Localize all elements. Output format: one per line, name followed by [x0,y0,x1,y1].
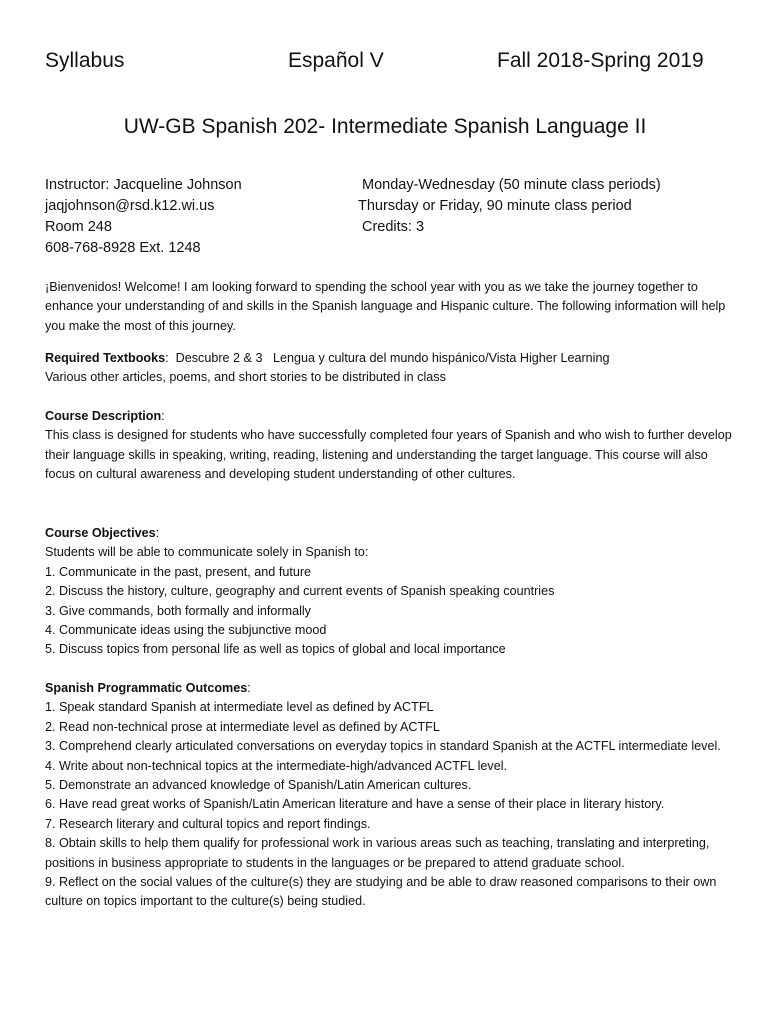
outcome-item: 3. Comprehend clearly articulated conversations on everyday topics in standard Spanish at the ACTFL intermediate level. [45,739,721,754]
schedule-line-1: Monday-Wednesday (50 minute class periods) [362,177,661,193]
outcome-item: 8. Obtain skills to help them qualify for professional work in various areas such as teaching, translating and interpreting, positions in business appropriate to students in the languages or be prepared to attend graduate school. [45,836,710,870]
course-objectives-heading: Course Objectives [45,526,156,540]
instructor-email: jaqjohnson@rsd.k12.wi.us [45,198,215,214]
textbooks-section [45,349,735,388]
outcome-item: 5. Demonstrate an advanced knowledge of Spanish/Latin American cultures. [45,778,472,793]
schedule-line-2: Thursday or Friday, 90 minute class period [358,198,632,214]
course-description-section [45,407,735,485]
textbooks-heading: Required Textbooks [45,351,166,365]
header-course-name: Español V [288,49,384,72]
instructor-phone: 608-768-8928 Ext. 1248 [45,240,201,256]
outcome-item: 7. Research literary and cultural topics and report findings. [45,816,371,831]
programmatic-outcomes-heading-line [45,679,735,698]
objective-item: 5. Discuss topics from personal life as well as topics of global and local importance [45,642,506,657]
course-objectives-colon: : [155,526,160,540]
schedule-credits: Credits: 3 [362,219,425,235]
welcome-text: ¡Bienvenidos! Welcome! I am looking forward to spending the school year with you as we take the journey together to enhance your understanding of and skills in the Spanish language and Hispanic culture. The following information will help you make the most of this journey. [45,280,726,333]
course-objectives-heading-line [45,524,735,543]
programmatic-outcomes-colon: : [247,681,251,695]
class-schedule [358,175,738,238]
page-title: UW-GB Spanish 202- Intermediate Spanish Language II [123,115,647,138]
outcome-item: 1. Speak standard Spanish at intermediate level as defined by ACTFL [45,700,434,715]
textbooks-text: Descubre 2 & 3 Lengua y cultura del mundo hispánico/Vista Higher Learning [168,351,610,365]
header-term: Fall 2018-Spring 2019 [497,49,704,72]
header-syllabus: Syllabus [45,49,125,72]
programmatic-outcomes-heading: Spanish Programmatic Outcomes [45,681,248,695]
welcome-paragraph [45,278,735,336]
course-description-heading: Course Description [45,409,162,423]
instructor-contact [45,175,345,259]
textbooks-line-2: Various other articles, poems, and short stories to be distributed in class [45,370,446,385]
objective-item: 3. Give commands, both formally and informally [45,603,311,618]
programmatic-outcomes-section [45,679,735,912]
objective-item: 4. Communicate ideas using the subjunctive mood [45,623,327,638]
outcome-item: 2. Read non-technical prose at intermediate level as defined by ACTFL [45,719,440,734]
textbooks-line-1 [45,349,735,368]
course-objectives-section [45,524,735,660]
textbooks-colon: : [165,351,169,365]
outcome-item: 4. Write about non-technical topics at the intermediate-high/advanced ACTFL level. [45,758,508,773]
course-objectives-intro: Students will be able to communicate solely in Spanish to: [45,545,369,560]
instructor-room: Room 248 [45,219,112,235]
course-description-heading-line [45,407,735,426]
outcome-item: 9. Reflect on the social values of the culture(s) they are studying and be able to draw reasoned comparisons to their own culture on topics important to the culture(s) being studied. [45,875,717,909]
objective-item: 2. Discuss the history, culture, geography and current events of Spanish speaking countries [45,584,555,599]
objective-item: 1. Communicate in the past, present, and future [45,564,312,579]
outcome-item: 6. Have read great works of Spanish/Latin American literature and have a sense of their place in literary history. [45,797,665,812]
instructor-name: Instructor: Jacqueline Johnson [45,177,242,193]
course-description-text: This class is designed for students who have successfully completed four years of Spanish and who wish to further develop their language skills in speaking, writing, reading, listening and understanding the target language. This course will also focus on cultural awareness and developing student understanding of other cultures. [45,428,732,482]
course-description-colon: : [161,409,165,423]
